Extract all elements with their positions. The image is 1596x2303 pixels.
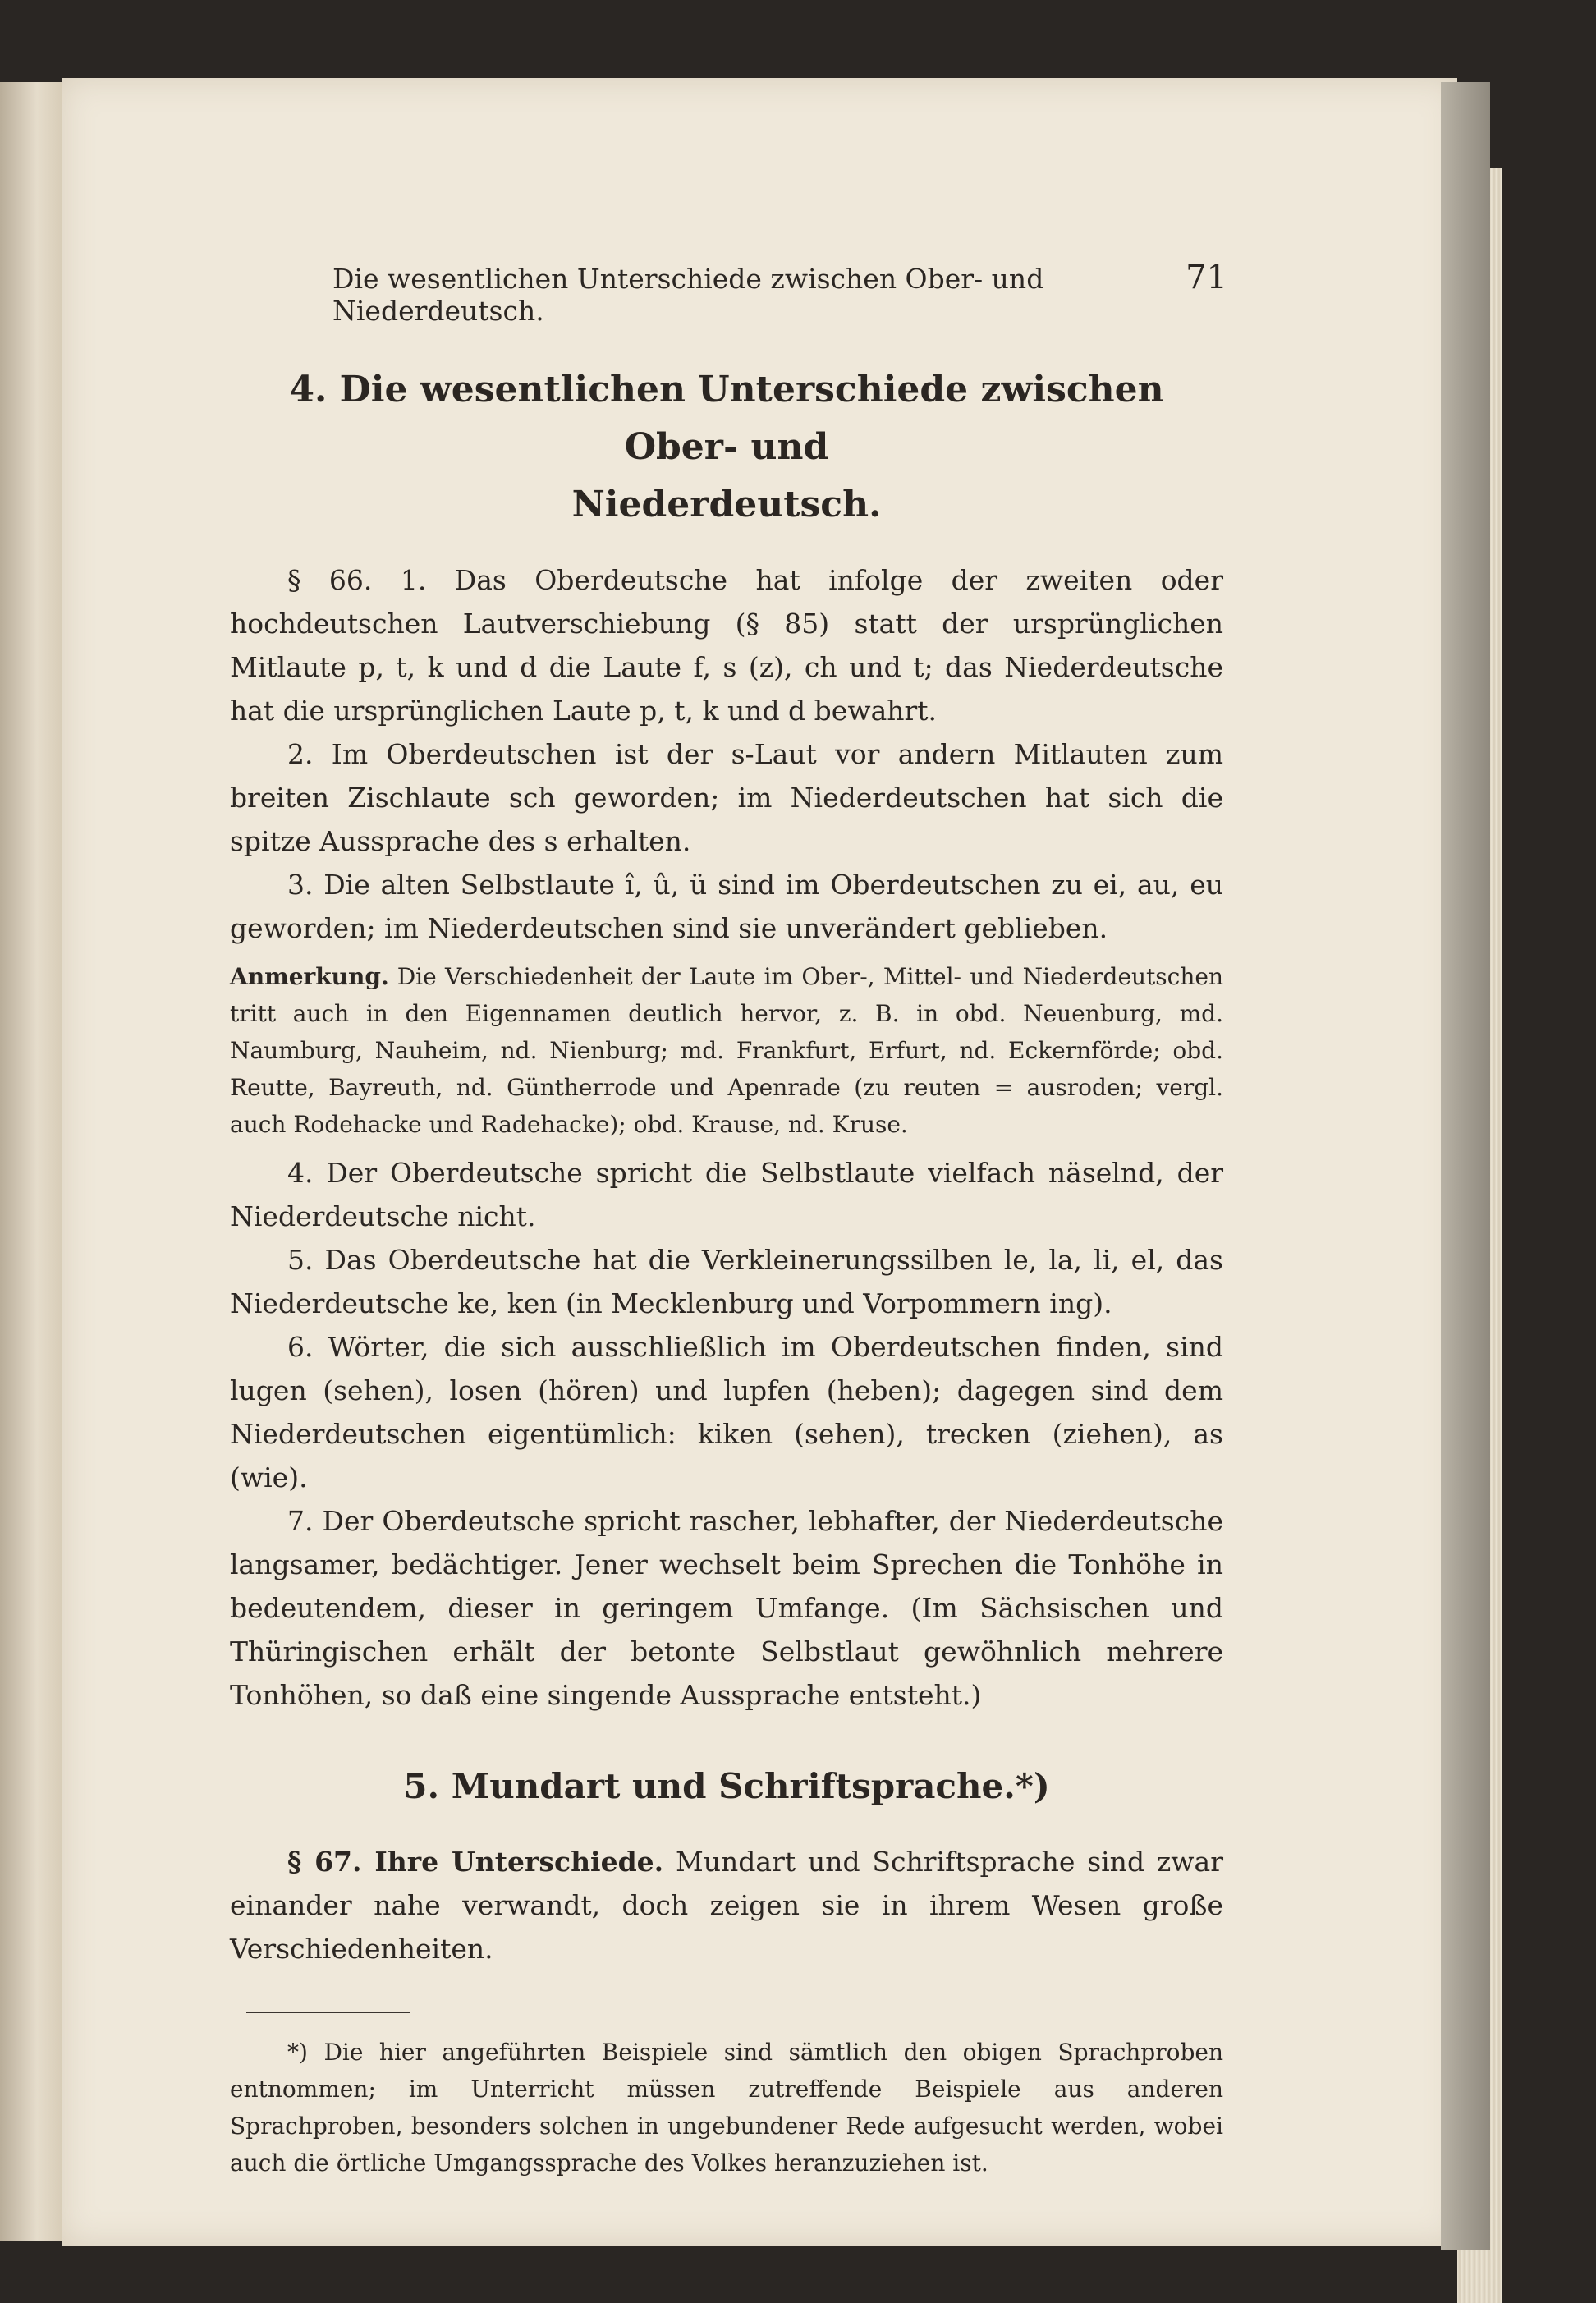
left-page-edge	[0, 82, 62, 2241]
section-heading-line2: Niederdeutsch.	[571, 484, 882, 525]
paragraph: § 66. 1. Das Oberdeutsche hat infolge der zweiten oder hochdeutschen Lautverschiebung (§ 85) statt der ursprünglichen Mitlaute p, t, k und d die Laute f, s (z), ch und t; das Niederdeutsche hat die ursprünglichen Laute p, t, k und d bewahrt.	[230, 564, 1223, 727]
footnote-rule	[246, 2012, 410, 2013]
section-heading-line1: 4. Die wesentlichen Unterschiede zwischen Ober- und	[289, 369, 1164, 468]
paragraph-text: Mundart und Schriftsprache sind zwar einander nahe verwandt, doch zeigen sie in ihrem Wesen große Verschiedenheiten.	[230, 1846, 1223, 1965]
page-number: 71	[1186, 259, 1227, 296]
footnote: *) Die hier angeführten Beispiele sind sämtlich den obigen Sprachproben entnommen; im Unterricht müssen zutreffende Beispiele aus anderen Sprachproben, besonders solchen in ungebundener Rede aufgesucht werden, wobei auch die örtliche Umgangssprache des Volkes heranzuziehen ist.	[230, 2039, 1223, 2177]
paragraph: 3. Die alten Selbstlaute î, û, ü sind im Oberdeutschen zu ei, au, eu geworden; im Niederdeutschen sind sie unverändert geblieben.	[230, 869, 1223, 944]
page-text	[230, 255, 1227, 2181]
paragraph: 6. Wörter, die sich ausschließlich im Oberdeutschen finden, sind lugen (sehen), losen (hören) und lupfen (heben); dagegen sind dem Niederdeutschen eigentümlich: kiken (sehen), trecken (ziehen), as (wie).	[230, 1331, 1223, 1493]
section-heading-4	[230, 361, 1223, 534]
paragraph-lead: § 67. Ihre Unterschiede.	[287, 1846, 664, 1878]
paragraph: 7. Der Oberdeutsche spricht rascher, lebhafter, der Niederdeutsche langsamer, bedächtiger. Jener wechselt beim Sprechen die Tonhöhe in bedeutendem, dieser in geringem Umfange. (Im Sächsischen und Thüringischen erhält der betonte Selbstlaut gewöhnlich mehrere Tonhöhen, so daß eine singende Aussprache entsteht.)	[230, 1505, 1223, 1711]
paragraph: 5. Das Oberdeutsche hat die Verkleinerungssilben le, la, li, el, das Niederdeutsche ke, ken (in Mecklenburg und Vorpommern ing).	[230, 1244, 1223, 1319]
note-label: Anmerkung.	[230, 963, 389, 990]
running-title: Die wesentlichen Unterschiede zwischen Ober- und Niederdeutsch.	[332, 263, 1044, 327]
note	[230, 958, 1223, 1143]
paragraph-67	[230, 1840, 1223, 1970]
running-head	[230, 255, 1227, 327]
book-cover-edge	[1441, 82, 1490, 2250]
paragraph: 4. Der Oberdeutsche spricht die Selbstlaute vielfach näselnd, der Niederdeutsche nicht.	[230, 1157, 1223, 1232]
paragraph: 2. Im Oberdeutschen ist der s-Laut vor andern Mitlauten zum breiten Zischlaute sch geworden; im Niederdeutschen hat sich die spitze Aussprache des s erhalten.	[230, 738, 1223, 857]
note-text: Die Verschiedenheit der Laute im Ober-, Mittel- und Niederdeutschen tritt auch in den Eigennamen deutlich hervor, z. B. in obd. Neuenburg, md. Naumburg, Nauheim, nd. Nienburg; md. Frankfurt, Erfurt, nd. Eckernförde; obd. Reutte, Bayreuth, nd. Güntherrode und Apenrade (zu reuten = ausroden; vergl. auch Rodehacke und Radehacke); obd. Krause, nd. Kruse.	[230, 963, 1223, 1138]
section-heading-5: 5. Mundart und Schriftsprache.*)	[403, 1766, 1050, 1806]
